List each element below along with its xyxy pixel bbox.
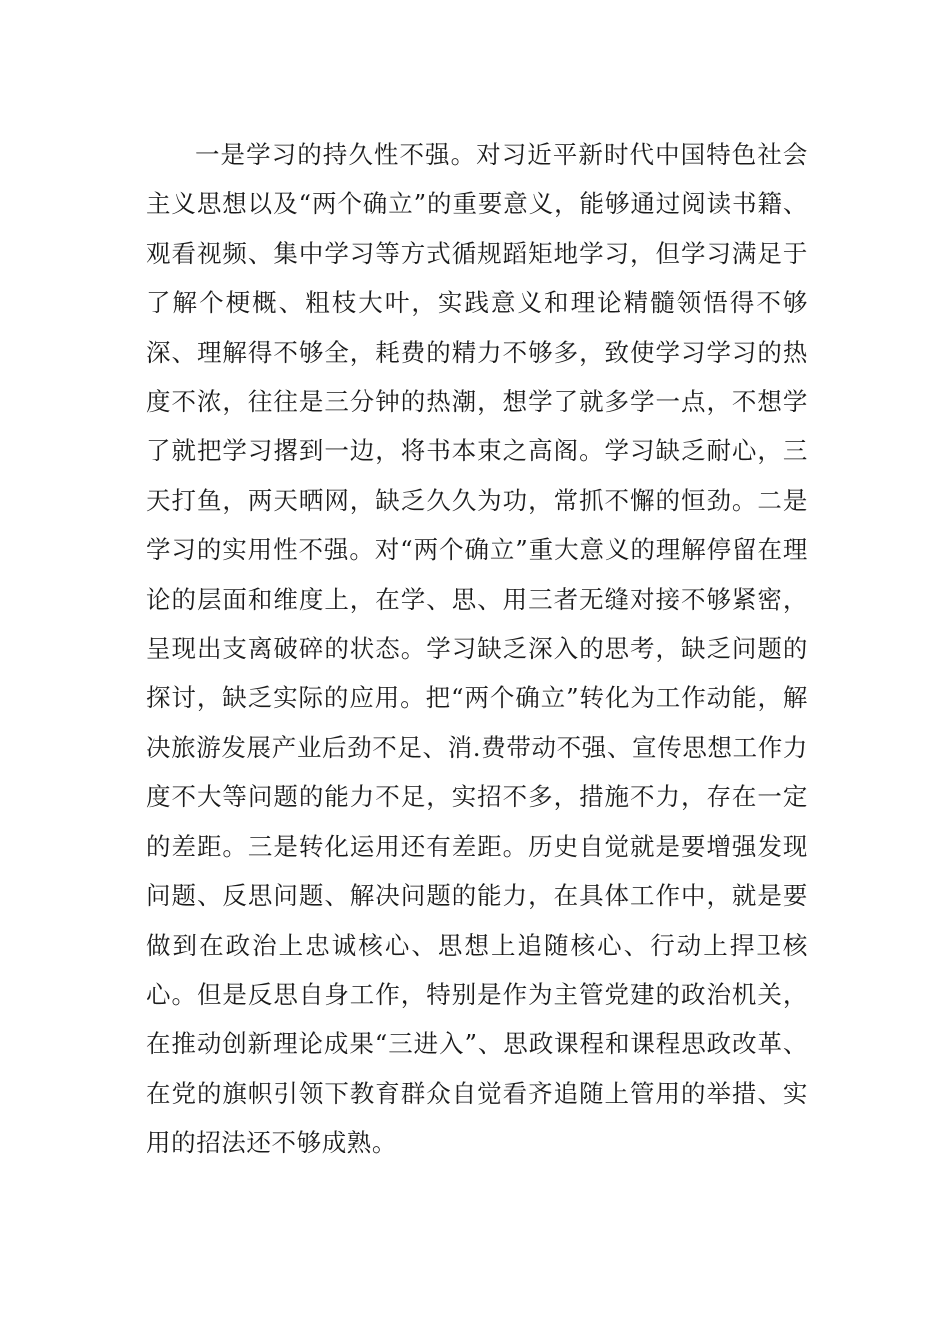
body-paragraph: 一是学习的持久性不强。对习近平新时代中国特色社会主义思想以及“两个确立”的重要意义，能够通过阅读书籍、观看视频、集中学习等方式循规蹈矩地学习，但学习满足于了解个梗概、粗枝大叶，实践意义和理论精髓领悟得不够深、理解得不够全，耗费的精力不够多，致使学习学习的热度不浓，往往是三分钟的热潮，想学了就多学一点，不想学了就把学习撂到一边，将书本束之高阁。学习缺乏耐心，三天打鱼，两天晒网，缺乏久久为功，常抓不懈的恒劲。二是学习的实用性不强。对“两个确立”重大意义的理解停留在理论的层面和维度上，在学、思、用三者无缝对接不够紧密，呈现出支离破碎的状态。学习缺乏深入的思考，缺乏问题的探讨，缺乏实际的应用。把“两个确立”转化为工作动能，解决旅游发展产业后劲不足、消.费带动不强、宣传思想工作力度不大等问题的能力不足，实招不多，措施不力，存在一定的差距。三是转化运用还有差距。历史自觉就是要增强发现问题、反思问题、解决问题的能力，在具体工作中，就是要做到在政治上忠诚核心、思想上追随核心、行动上捍卫核心。但是反思自身工作，特别是作为主管党建的政治机关，在推动创新理论成果“三进入”、思政课程和课程思政改革、在党的旗帜引领下教育群众自觉看齐追随上管用的举措、实用的招法还不够成熟。: [146, 140, 808, 1158]
